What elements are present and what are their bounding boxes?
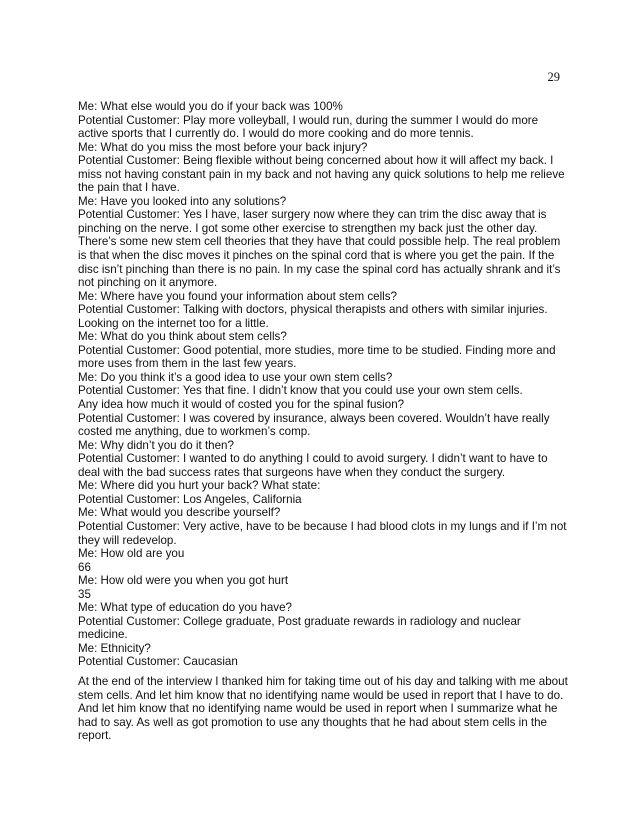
transcript-line: 66 <box>78 560 91 574</box>
transcript-line: Potential Customer: Los Angeles, California <box>78 492 302 506</box>
transcript-line: Me: What do you think about stem cells? <box>78 330 287 344</box>
transcript-line: Me: What do you miss the most before your back injury? <box>78 140 368 154</box>
transcript-line: Me: How old were you when you got hurt <box>78 574 289 588</box>
transcript-line: Potential Customer: Play more volleyball, I would run, during the summer I would do more active sports that I currently do. I would do more cooking and do more tennis. <box>78 113 539 141</box>
transcript-line: Me: Where did you hurt your back? What state: <box>78 479 321 493</box>
transcript-line: Potential Customer: College graduate, Post graduate rewards in radiology and nuclear medicine. <box>78 614 521 642</box>
transcript-line: Me: What type of education do you have? <box>78 601 292 615</box>
transcript-line: Potential Customer: I wanted to do anything I could to avoid surgery. I didn’t want to have to deal with the bad success rates that surgeons have when they conduct the surgery. <box>78 452 548 479</box>
transcript-line: Potential Customer: Caucasian <box>78 655 238 669</box>
transcript-line: Me: Do you think it’s a good idea to use your own stem cells? <box>78 370 393 384</box>
transcript-line: Any idea how much it would of costed you for the spinal fusion? <box>78 398 405 412</box>
transcript-line: Me: What else would you do if your back was 100% <box>78 100 343 113</box>
transcript-line: Potential Customer: Very active, have to be because I had blood clots in my lungs and if I’m not they will redevelop. <box>78 519 567 547</box>
transcript-line: Me: Why didn’t you do it then? <box>78 438 234 452</box>
page-number: 29 <box>547 70 560 84</box>
transcript-line: Potential Customer: I was covered by insurance, always been covered. Wouldn’t have really costed me anything, due to workmen’s comp. <box>78 411 550 439</box>
transcript-line: 35 <box>78 587 91 601</box>
transcript-line: Potential Customer: Good potential, more studies, more time to be studied. Finding more and more uses from them in the last few years. <box>78 343 556 371</box>
transcript-line: Potential Customer: Being flexible without being concerned about how it will affect my back. I miss not having constant pain in my back and not having any quick solutions to help me relieve the pain that I have. <box>78 154 565 195</box>
closing-paragraph: At the end of the interview I thanked him for taking time out of his day and talking with me about stem cells. And let him know that no identifying name would be used in report that I have to do. And let him know that no identifying name would be used in report when I summarize what he had to say. As well as got promotion to use any thoughts that he had about stem cells in the report. <box>78 675 568 743</box>
transcript-line: Me: How old are you <box>78 547 185 561</box>
transcript-line: Me: Ethnicity? <box>78 641 151 655</box>
transcript-line: Potential Customer: Yes that fine. I didn’t know that you could use your own stem cells. <box>78 384 523 398</box>
transcript-line: Me: Where have you found your information about stem cells? <box>78 289 397 303</box>
transcript-line: Me: What would you describe yourself? <box>78 506 281 520</box>
transcript-line: Me: Have you looked into any solutions? <box>78 194 287 208</box>
interview-transcript <box>78 100 568 669</box>
transcript-line: Potential Customer: Talking with doctors, physical therapists and others with similar injuries. Looking on the internet too for a little. <box>78 303 548 330</box>
transcript-line: Potential Customer: Yes I have, laser surgery now where they can trim the disc away that is pinching on the nerve. I got some other exercise to strengthen my back just the other day. There’s some new stem cell theories that they have that could possible help. The real problem is that when the disc moves it pinches on the spinal cord that is where you get the pain. If the disc isn’t pinching than there is no pain. In my case the spinal cord has actually shrank and it’s not pinching on it anymore. <box>78 208 561 290</box>
